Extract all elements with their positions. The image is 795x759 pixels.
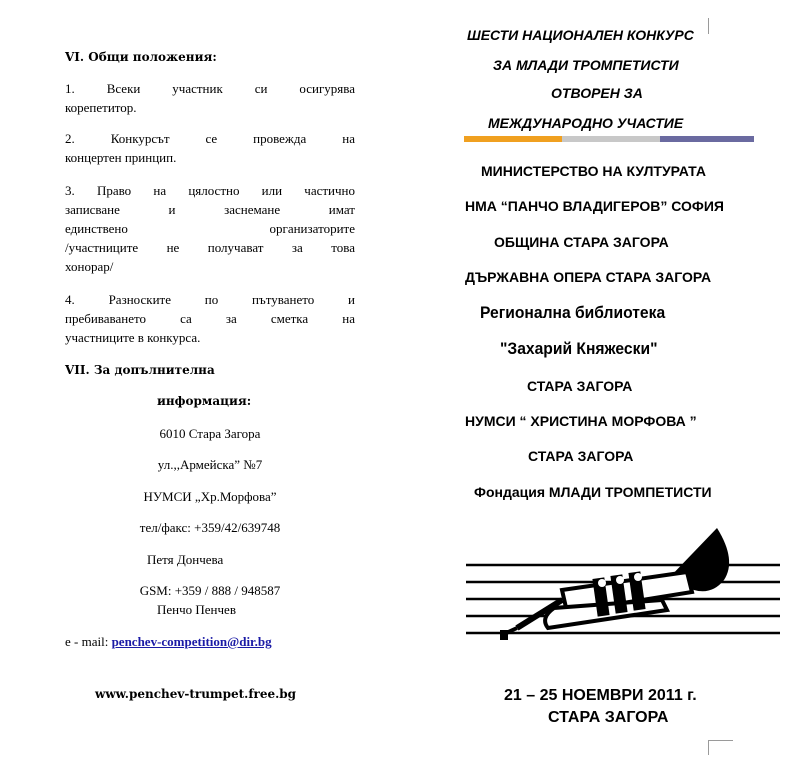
email-line	[65, 632, 272, 651]
color-bar	[464, 136, 754, 142]
trumpet-illustration	[462, 520, 782, 650]
website-url: www.penchev-trumpet.free.bg	[95, 687, 297, 701]
library-patron: "Захарий Княжески"	[500, 339, 658, 358]
foundation: Фондация МЛАДИ ТРОМПЕТИСТИ	[474, 484, 712, 500]
paragraph-4-line-3: участниците в конкурса.	[65, 330, 201, 345]
paragraph-4	[65, 290, 355, 347]
library-name: Регионална библиотека	[480, 303, 666, 322]
address-city: 6010 Стара Загора	[159, 426, 261, 441]
event-city: СТАРА ЗАГОРА	[548, 709, 669, 726]
city-2: СТАРА ЗАГОРА	[528, 448, 634, 464]
paragraph-2-line-1: 2. Конкурсът се провежда на	[65, 131, 355, 146]
opera: ДЪРЖАВНА ОПЕРА СТАРА ЗАГОРА	[465, 269, 712, 285]
event-dates: 21 – 25 НОЕМВРИ 2011 г.	[504, 687, 697, 704]
ministry: МИНИСТЕРСТВО НА КУЛТУРАТА	[481, 163, 706, 179]
email-link[interactable]: penchev-competition@dir.bg	[111, 634, 272, 649]
section-vii-heading: VII. За допълнителна	[65, 363, 215, 377]
address-street: ул.,,Армейска” №7	[157, 457, 263, 472]
color-bar-gray	[562, 136, 660, 142]
title-line-1: ШЕСТИ НАЦИОНАЛЕН КОНКУРС	[467, 27, 694, 43]
paragraph-3-line-3: единствено организаторите	[65, 221, 355, 236]
paragraph-4-line-2: пребиваването са за сметка на	[65, 311, 355, 326]
title-line-3: ОТВОРЕН ЗА	[551, 85, 643, 101]
contact-name-1: Петя Дончева	[147, 552, 224, 567]
section-vi-heading: VI. Общи положения:	[65, 50, 217, 64]
email-label: e - mail:	[65, 634, 112, 649]
crop-mark-bottom	[708, 740, 733, 755]
paragraph-3-line-2: записване и заснемане имат	[65, 202, 355, 217]
city-1: СТАРА ЗАГОРА	[527, 378, 633, 394]
school-full-name: НУМСИ “ ХРИСТИНА МОРФОВА ”	[465, 413, 697, 429]
title-line-4: МЕЖДУНАРОДНО УЧАСТИЕ	[488, 115, 684, 131]
paragraph-3-line-5: хонорар/	[65, 259, 114, 274]
paragraph-1-line-2: корепетитор.	[65, 100, 137, 115]
paragraph-1-line-1: 1. Всеки участник си осигурява	[65, 81, 355, 96]
paragraph-2-line-2: концертен принцип.	[65, 150, 177, 165]
paragraph-3-line-1: 3. Право на цялостно или частично	[65, 183, 355, 198]
contact-name-2: Пенчо Пенчев	[157, 602, 236, 617]
phone-fax: тел/факс: +359/42/639748	[139, 520, 281, 535]
paragraph-1	[65, 79, 355, 117]
paragraph-2	[65, 129, 355, 167]
section-vii-heading-cont: информация:	[157, 394, 252, 408]
paragraph-3-line-4: /участниците не получават за това	[65, 240, 355, 255]
municipality: ОБЩИНА СТАРА ЗАГОРА	[494, 234, 669, 250]
crop-mark-top	[708, 18, 733, 34]
school-name: НУМСИ „Хр.Морфова”	[143, 489, 277, 504]
paragraph-3	[65, 181, 355, 276]
trumpet-icon	[500, 528, 729, 640]
academy: НМА “ПАНЧО ВЛАДИГЕРОВ” СОФИЯ	[465, 198, 724, 214]
color-bar-blue	[660, 136, 754, 142]
gsm-number: GSM: +359 / 888 / 948587	[139, 583, 281, 598]
paragraph-4-line-1: 4. Разноските по пътуването и	[65, 292, 355, 307]
color-bar-orange	[464, 136, 562, 142]
title-line-2: ЗА МЛАДИ ТРОМПЕТИСТИ	[493, 57, 679, 73]
